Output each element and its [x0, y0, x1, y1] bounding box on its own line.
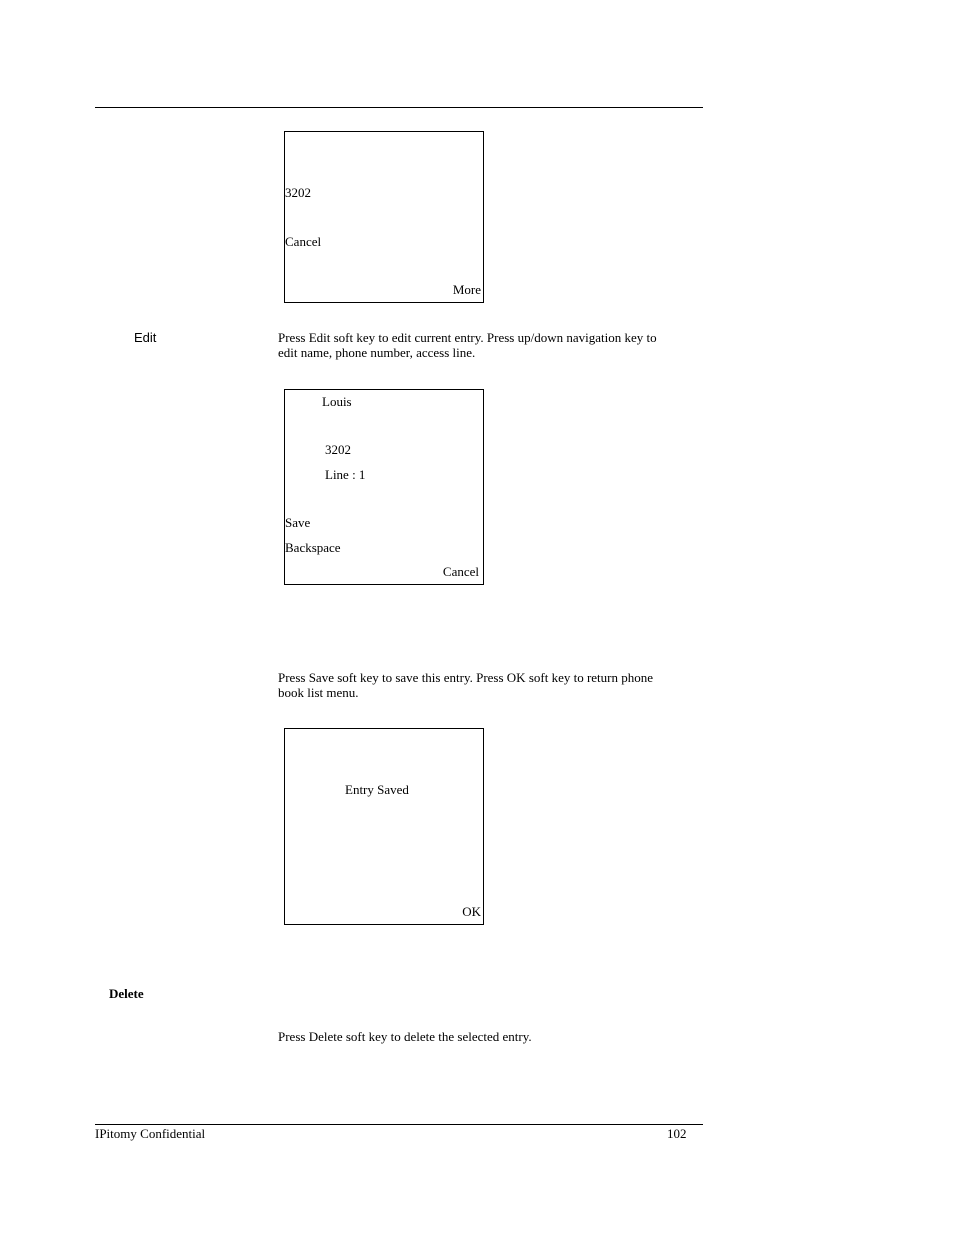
- phone-screen-2: [284, 389, 484, 585]
- screen3-ok-softkey: OK: [462, 904, 481, 919]
- edit-description: Press Edit soft key to edit current entry. Press up/down navigation key to edit name, phone number, access line.: [278, 330, 657, 360]
- screen2-backspace-softkey: Backspace: [285, 540, 341, 555]
- edit-label: Edit: [134, 330, 157, 345]
- screen1-number: 3202: [285, 185, 311, 200]
- screen3-message: Entry Saved: [345, 782, 409, 797]
- screen2-name: Louis: [322, 394, 352, 409]
- screen1-cancel-softkey: Cancel: [285, 234, 322, 249]
- header-rule: [95, 107, 703, 108]
- delete-heading: Delete: [109, 986, 144, 1001]
- footer-rule: [95, 1124, 703, 1125]
- screen2-cancel-softkey: Cancel: [442, 564, 479, 579]
- page-number: 102: [667, 1126, 687, 1141]
- phone-screen-1: [284, 131, 484, 303]
- screen2-line: Line : 1: [325, 467, 366, 482]
- delete-description: Press Delete soft key to delete the selected entry.: [278, 1029, 532, 1044]
- screen2-save-softkey: Save: [285, 515, 311, 530]
- save-description: Press Save soft key to save this entry. Press OK soft key to return phone book list menu.: [278, 670, 654, 700]
- phone-screen-3: [284, 728, 484, 925]
- screen1-more-softkey: More: [452, 282, 481, 297]
- footer-confidential: IPitomy Confidential: [95, 1126, 206, 1141]
- screen2-number: 3202: [325, 442, 351, 457]
